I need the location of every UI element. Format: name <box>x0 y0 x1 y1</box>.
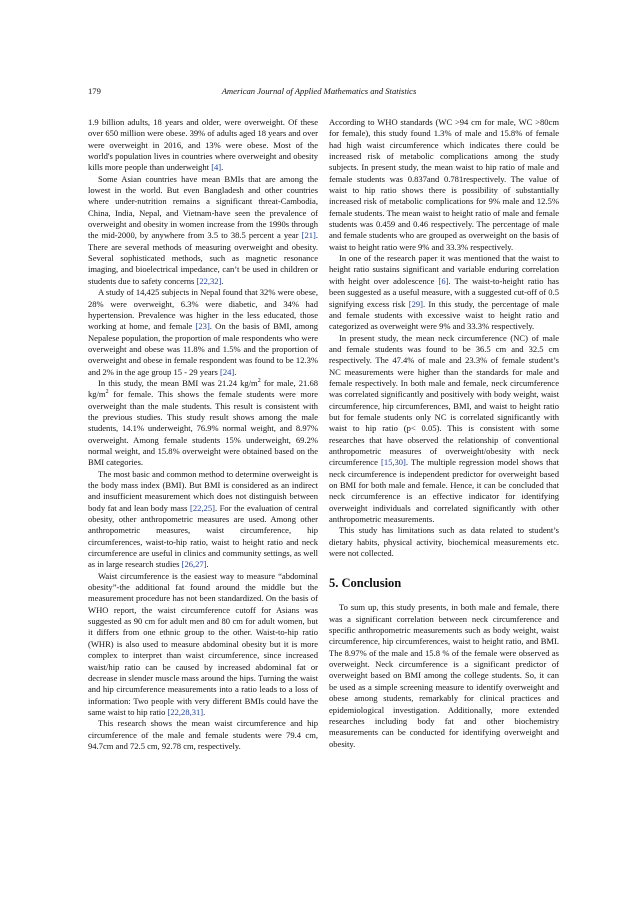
running-header <box>88 86 550 100</box>
citation-link[interactable]: [23] <box>195 321 210 332</box>
citation-link[interactable]: [22,25] <box>190 502 215 513</box>
paragraph: Waist circumference is the easiest way to measure “abdominal obesity”-the additional fat found around the middle but the measurement procedure has not been standardized. On the basis of WHO report, the waist circumference cutoff for Asians was suggested as 90 cm for adult men and 80 cm for adult women, but it differs from one ethnic group to the other. Waist-to-hip ratio (WHR) is also used to measure abdominal obesity but it is more complex to interpret than waist circumference, since increased waist/hip ratio can be caused by increased abdominal fat or decrease in slender muscle mass around the hips. Turning the waist and hip circumference measurements into a ratio leads to a loss of information: Two people with very different BMIs could have the same waist to hip ratio [22,28,31]. <box>88 570 318 717</box>
paragraph: In one of the research paper it was mentioned that the waist to height ratio sustains significant and variable enduring correlation with height over adolescence [6]. The waist-to-height ratio has been suggested as a useful measure, with a suggested cut-off of 0.5 signifying excess risk [29]. In this study, the percentage of male and female students with excessive waist to height ratio and categorized as overweight were 9% and 33.3% respectively. <box>329 253 559 332</box>
paragraph: According to WHO standards (WC >94 cm for male, WC >80cm for female), this study found 1.3% of male and 15.8% of female had high waist circumference which indicates there could be increased risk of metabolic complications among the study subjects. In present study, the mean waist to hip ratio of male and female students was 0.837and 0.781respectively. The value of waist to hip ratio shows there is possibility of substantially increased risk of metabolic complications for 9% male and 12.5% female students. The mean waist to height ratio of male and female students was 0.459 and 0.46 respectively. The percentage of male and female students who are grouped as overweight on the basis of waist to height ratio were 9% and 33.3% respectively. <box>329 117 559 252</box>
paragraph: This study has limitations such as data related to student’s dietary habits, physical activity, biochemical measurements etc. were not collected. <box>329 525 559 559</box>
citation-link[interactable]: [4] <box>211 162 222 173</box>
citation-link[interactable]: [21] <box>301 230 316 241</box>
paragraph: A study of 14,425 subjects in Nepal found that 32% were obese, 28% were overweight, 6.3% were diabetic, and 34% had hypertension. Prevalence was higher in the less educated, those working at home, and female [23]. On the basis of BMI, among Nepalese population, the proportion of male respondents who were overweight and obese was 11.8% and 1.5% and the proportion of overweight and obese in female respondent was found to be 12.3% and 2% in the age group 15 - 29 years [24]. <box>88 287 318 377</box>
citation-link[interactable]: [29] <box>408 298 423 309</box>
paragraph: This research shows the mean waist circumference and hip circumference of the male and female students were 79.4 cm, 94.7cm and 72.5 cm, 92.78 cm, respectively. <box>88 718 318 751</box>
citation-link[interactable]: [24] <box>219 366 235 377</box>
left-column <box>88 117 318 752</box>
paragraph: Some Asian countries have mean BMIs that are among the lowest in the world. But even Bangladesh and other countries where under-nutrition remains a significant threat-Cambodia, China, India, Nepal, and Vietnam-have seen the prevalence of overweight and obesity in women increase from the 1990s through the mid-2000, by anywhere from 3.5 to 38.5 percent a year [21]. There are several methods of measuring overweight and obesity. Several sophisticated methods, such as magnetic resonance imaging, and bioelectrical impedance, can’t be used in children or students due to safety concerns [22,32]. <box>88 173 318 286</box>
citation-link[interactable]: [22,28,31] <box>167 706 204 717</box>
paragraph: In this study, the mean BMI was 21.24 $kg/m^2$ for male, 21.68 $kg/m^2$ for female. This shows the female students were more overweight than the male students. This result is consistent with the previous studies. This study result shows among the male students, 14.1% underweight, 76.9% normal weight, and 8.97% overweight. Among female students 15% underweight, 69.2% normal weight, and 15.8% overweight were obtained based on the BMI categories. <box>88 377 318 468</box>
paragraph: To sum up, this study presents, in both male and female, there was a significant correlation between neck circumference and specific anthropometric measurements such as body weight, waist circumference, hip circumferences, waist to height ratio, and BMI. The 8.97% of the male and 15.8 % of the female were observed as overweight. Neck circumference is a significant predictor of overweight based on BMI among the college students. So, it can be used as a simple screening measure to identify overweight and obese among students, remarkably for clinical practices and epidemiological investigation. Additionally, more extended researches including body fat and other biochemistry measurements can be conducted for identifying overweight and obesity. <box>329 602 559 749</box>
citation-link[interactable]: [6] <box>438 275 449 286</box>
journal-title: American Journal of Applied Mathematics and Statistics <box>221 86 417 96</box>
paragraph: 1.9 billion adults, 18 years and older, were overweight. Of these over 650 million were obese. 39% of adults aged 18 years and over were overweight in 2016, and 13% were obese. Most of the world's population lives in countries where overweight and obesity kills more people than underweight [4]. <box>88 117 318 173</box>
section-heading: 5. Conclusion <box>329 576 402 591</box>
paragraph: The most basic and common method to determine overweight is the body mass index (BMI). But BMI is considered as an indirect and insufficient measurement which does not distinguish between body fat and lean body mass [22,25]. For the evaluation of central obesity, other anthropometric measures are used. Among other anthropometric measures, waist circumference, hip circumferences, waist-to-hip ratio, waist to height ratio and neck circumference are useful in clinics and community settings, as well as in large research studies [26,27]. <box>88 468 318 570</box>
paragraph: In present study, the mean neck circumference (NC) of male and female students was found to be 36.5 cm and 32.5 cm respectively. The 47.4% of male and 23.3% of female student’s NC measurements were higher than the standards for male and female respectively. In both male and female, neck circumference was correlated significantly and positively with body weight, waist circumference, hip circumferences, BMI, and waist to height ratio but for female students only NC is correlated significantly with waist to hip ratio (p< 0.05). This is consistent with some researches that have observed the relationship of conventional anthropometric measures of overweight/obesity with neck circumference [15,30]. The multiple regression model shows that neck circumference is independent predictor for overweight based on BMI for both male and female. Hence, it can be concluded that neck circumference is an effective indicator for identifying overweight individuals and correlated significantly with other anthropometric measurements. <box>329 332 559 525</box>
right-column <box>329 117 559 750</box>
page-number: 179 <box>88 86 101 96</box>
citation-link[interactable]: [22,32] <box>196 275 222 286</box>
citation-link[interactable]: [26,27] <box>181 559 207 570</box>
citation-link[interactable]: [15,30] <box>380 457 406 468</box>
